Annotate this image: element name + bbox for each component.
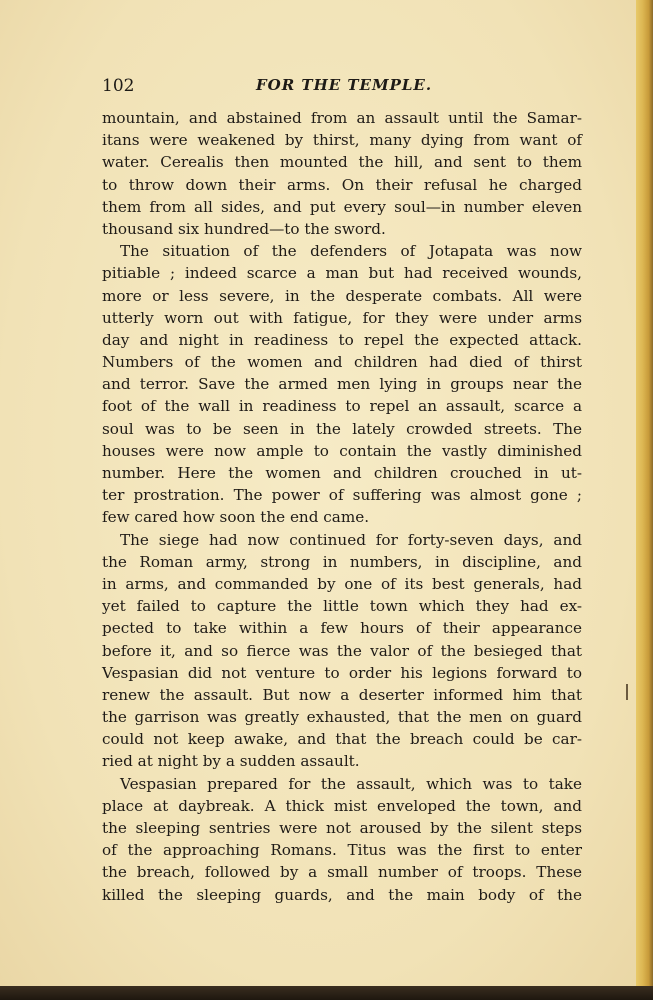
text-line: utterly worn out with fatigue, for they were under arms [102, 308, 582, 327]
text-line: number. Here the women and children crouched in ut- [102, 464, 582, 482]
body-text [102, 107, 582, 906]
text-line: the Roman army, strong in numbers, in discipline, and [102, 552, 582, 571]
text-line: to throw down their arms. On their refusal he charged [102, 175, 582, 194]
text-line: before it, and so fierce was the valor of the besieged that [102, 641, 582, 660]
margin-mark [626, 684, 628, 700]
text-line: in arms, and commanded by one of its best generals, had [102, 574, 582, 593]
page-header [102, 72, 582, 100]
text-line: The situation of the defenders of Jotapata was now [120, 242, 582, 261]
text-line: soul was to be seen in the lately crowded streets. The [102, 419, 582, 438]
text-line: mountain, and abstained from an assault until the Samar- [102, 109, 582, 127]
text-line: foot of the wall in readiness to repel an assault, scarce a [102, 397, 582, 416]
text-line: The siege had now continued for forty-seven days, and [120, 530, 582, 549]
text-line: pitiable ; indeed scarce a man but had received wounds, [102, 264, 582, 283]
text-line: the breach, followed by a small number of troops. These [102, 863, 582, 882]
text-line: more or less severe, in the desperate combats. All were [102, 286, 582, 305]
text-line: Vespasian prepared for the assault, which was to take [120, 774, 582, 793]
page-edge-bottom [0, 986, 653, 1000]
page-edge-right [636, 0, 653, 1000]
text-line: renew the assault. But now a deserter informed him that [102, 685, 582, 704]
text-line: water. Cerealis then mounted the hill, and sent to them [102, 153, 582, 172]
text-line: ter prostration. The power of suffering was almost gone ; [102, 486, 582, 505]
text-line: killed the sleeping guards, and the main body of the [102, 885, 582, 904]
text-line: the sleeping sentries were not aroused by the silent steps [102, 819, 582, 837]
text-line: them from all sides, and put every soul—in number eleven [102, 197, 582, 216]
text-line: thousand six hundred—to the sword. [102, 219, 386, 238]
text-line: few cared how soon the end came. [102, 508, 370, 527]
text-line: itans were weakened by thirst, many dying from want of [102, 131, 582, 150]
running-title: FOR THE TEMPLE. [256, 76, 433, 94]
text-line: could not keep awake, and that the breach could be car- [102, 730, 582, 749]
text-line: houses were now ample to contain the vastly diminished [102, 441, 582, 460]
text-line: of the approaching Romans. Titus was the first to enter [102, 841, 582, 860]
text-line: place at daybreak. A thick mist enveloped the town, and [102, 796, 582, 815]
text-line: Numbers of the women and children had died of thirst [102, 353, 582, 372]
text-line: pected to take within a few hours of their appearance [102, 619, 582, 638]
text-line: Vespasian did not venture to order his legions forward to [102, 663, 582, 682]
text-line: and terror. Save the armed men lying in groups near the [102, 375, 582, 394]
text-line: ried at night by a sudden assault. [102, 752, 360, 771]
text-line: day and night in readiness to repel the expected attack. [102, 330, 582, 349]
text-line: the garrison was greatly exhausted, that the men on guard [102, 708, 582, 727]
text-line: yet failed to capture the little town which they had ex- [102, 597, 582, 616]
page-number: 102 [102, 76, 135, 96]
